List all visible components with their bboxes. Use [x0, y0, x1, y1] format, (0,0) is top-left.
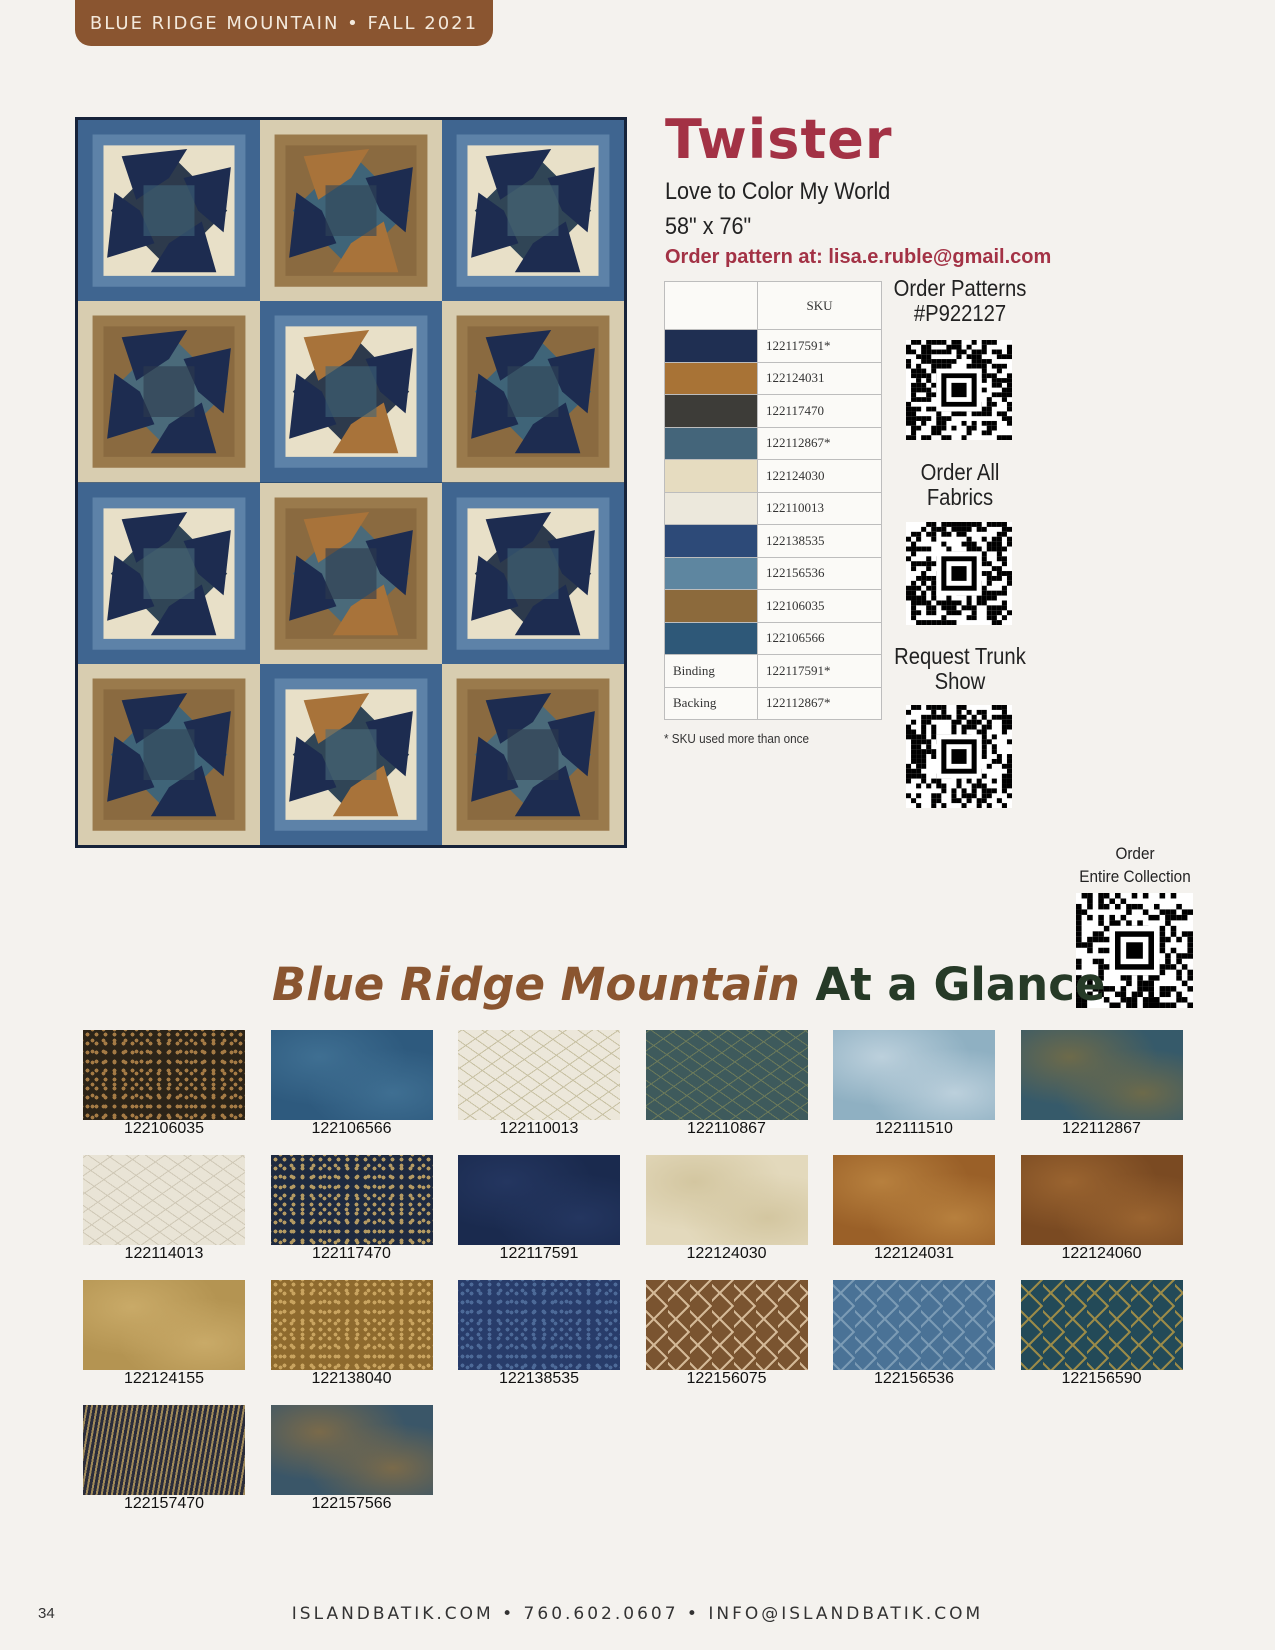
- sku-note: * SKU used more than once: [664, 731, 810, 746]
- fabric-swatch-image: [458, 1030, 620, 1120]
- fabric-swatch-cell: [665, 492, 758, 525]
- fabric-swatch-image: [271, 1405, 433, 1495]
- quilt-block: [442, 664, 624, 845]
- sku-table-header: [665, 282, 882, 330]
- sku-code: 122106035: [758, 590, 882, 623]
- sku-code: 122117591*: [758, 655, 882, 688]
- fabric-swatch-image: [833, 1155, 995, 1245]
- sku-row: [665, 655, 882, 688]
- fabric-swatch-image: [1021, 1280, 1183, 1370]
- sku-code: 122117470: [758, 395, 882, 428]
- sku-row: [665, 395, 882, 428]
- sku-code: 122112867*: [758, 687, 882, 720]
- pattern-order-email[interactable]: Order pattern at: lisa.e.ruble@gmail.com: [665, 246, 1052, 268]
- fabric-sku: 122106566: [311, 1120, 392, 1137]
- fabric-swatch-cell: [665, 525, 758, 558]
- fabric-swatch[interactable]: [458, 1280, 620, 1385]
- fabric-swatch-image: [83, 1280, 245, 1370]
- pattern-size: 58" x 76": [665, 213, 752, 240]
- order-fabrics-text-1: Order All: [920, 459, 1000, 485]
- sku-row: [665, 460, 882, 493]
- fabric-swatch-image: [646, 1280, 808, 1370]
- sku-header: SKU: [758, 282, 882, 330]
- fabric-sku: 122157470: [123, 1495, 205, 1512]
- fabric-sku: 122156536: [873, 1370, 955, 1387]
- fabric-swatch-cell: [665, 460, 758, 493]
- fabric-sku: 122124031: [873, 1245, 955, 1262]
- fabric-swatch[interactable]: [833, 1280, 995, 1385]
- fabric-sku: 122156590: [1061, 1370, 1142, 1387]
- order-patterns-number: #P922127: [913, 300, 1007, 326]
- fabric-sku: 122110867: [687, 1120, 766, 1137]
- sku-row: [665, 687, 882, 720]
- quilt-block: [78, 120, 260, 301]
- quilt-image: [75, 117, 627, 848]
- fabric-swatch-image: [1021, 1030, 1183, 1120]
- fabric-swatch-cell: [665, 395, 758, 428]
- fabric-swatch-image: [83, 1405, 245, 1495]
- sku-code: 122106566: [758, 622, 882, 655]
- trunk-show-qr-code[interactable]: [906, 705, 1012, 808]
- sku-code: 122156536: [758, 557, 882, 590]
- quilt-block: [260, 301, 442, 482]
- fabric-swatch-image: [1021, 1155, 1183, 1245]
- fabric-swatch-cell: [665, 362, 758, 395]
- sku-code: 122112867*: [758, 427, 882, 460]
- fabric-swatch[interactable]: [271, 1280, 433, 1385]
- fabric-swatch[interactable]: [83, 1030, 245, 1135]
- fabric-sku: 122110013: [499, 1120, 579, 1137]
- sku-code: 122124030: [758, 460, 882, 493]
- sku-row: [665, 362, 882, 395]
- fabric-swatch[interactable]: [83, 1405, 245, 1510]
- fabric-swatch-cell: [665, 622, 758, 655]
- fabric-swatch[interactable]: [458, 1155, 620, 1260]
- fabric-swatch-image: [271, 1155, 433, 1245]
- footer-contact: ISLANDBATIK.COM • 760.602.0607 • INFO@ISLANDBATIK.COM: [291, 1604, 984, 1624]
- quilt-block: [260, 120, 442, 301]
- order-fabrics-text-2: Fabrics: [926, 484, 994, 510]
- pattern-subtitle: Love to Color My World: [665, 178, 891, 205]
- quilt-block: [442, 483, 624, 664]
- order-patterns-label: [890, 276, 1031, 326]
- fabric-sku: 122106035: [123, 1120, 205, 1137]
- fabric-swatch[interactable]: [646, 1030, 808, 1135]
- sku-row: [665, 492, 882, 525]
- fabric-swatch[interactable]: [833, 1030, 995, 1135]
- quilt-block: [78, 664, 260, 845]
- sku-code: 122124031: [758, 362, 882, 395]
- fabric-swatch[interactable]: [1021, 1155, 1183, 1260]
- quilt-block: [260, 483, 442, 664]
- fabric-sku: 122111510: [875, 1120, 953, 1137]
- order-patterns-qr-code[interactable]: [906, 340, 1012, 440]
- order-collection-label: [1068, 842, 1203, 888]
- fabric-swatch-image: [833, 1280, 995, 1370]
- fabric-swatch-image: [458, 1280, 620, 1370]
- fabric-swatch-image: [646, 1030, 808, 1120]
- row-label: Binding: [665, 655, 758, 688]
- fabric-sku: 122117591: [499, 1245, 579, 1262]
- order-collection-text-1: Order: [1115, 844, 1155, 863]
- trunk-show-text-2: Show: [934, 668, 986, 694]
- order-patterns-text: Order Patterns: [893, 275, 1027, 301]
- fabric-sku: 122124030: [686, 1245, 767, 1262]
- fabric-swatch[interactable]: [646, 1155, 808, 1260]
- fabric-swatch-grid: [83, 1030, 1183, 1510]
- fabric-sku: 122156075: [686, 1370, 767, 1387]
- fabric-sku: 122114013: [124, 1245, 204, 1262]
- quilt-block: [442, 301, 624, 482]
- fabric-swatch-image: [271, 1030, 433, 1120]
- sku-row: [665, 525, 882, 558]
- fabric-swatch-image: [458, 1155, 620, 1245]
- fabric-swatch[interactable]: [458, 1030, 620, 1135]
- fabric-swatch[interactable]: [1021, 1280, 1183, 1385]
- quilt-block: [78, 483, 260, 664]
- quilt-block: [260, 664, 442, 845]
- glance-heading: [272, 958, 1105, 1011]
- trunk-show-label: [890, 644, 1031, 694]
- sku-row: [665, 557, 882, 590]
- quilt-block: [78, 301, 260, 482]
- fabric-swatch-image: [833, 1030, 995, 1120]
- fabric-swatch[interactable]: [83, 1280, 245, 1385]
- fabric-sku: 122138040: [311, 1370, 392, 1387]
- order-fabrics-label: [890, 460, 1031, 510]
- sku-row: [665, 330, 882, 363]
- fabric-swatch-cell: [665, 557, 758, 590]
- fabric-swatch-cell: [665, 427, 758, 460]
- trunk-show-text-1: Request Trunk: [894, 643, 1026, 669]
- fabric-swatch[interactable]: [271, 1155, 433, 1260]
- fabric-swatch-image: [83, 1155, 245, 1245]
- sku-code: 122110013: [758, 492, 882, 525]
- fabric-sku: 122117470: [312, 1245, 391, 1262]
- fabric-swatch-image: [646, 1155, 808, 1245]
- sku-code: 122117591*: [758, 330, 882, 363]
- fabric-swatch[interactable]: [271, 1405, 433, 1510]
- fabric-swatch[interactable]: [646, 1280, 808, 1385]
- order-collection-text-2: Entire Collection: [1079, 867, 1191, 886]
- glance-heading-collection: Blue Ridge Mountain: [272, 958, 800, 1011]
- fabric-swatch-image: [83, 1030, 245, 1120]
- header-tab: BLUE RIDGE MOUNTAIN • FALL 2021: [75, 0, 493, 46]
- sku-row: [665, 590, 882, 623]
- order-fabrics-qr-code[interactable]: [906, 522, 1012, 625]
- fabric-swatch[interactable]: [833, 1155, 995, 1260]
- fabric-swatch[interactable]: [271, 1030, 433, 1135]
- fabric-swatch[interactable]: [1021, 1030, 1183, 1135]
- glance-heading-suffix: At a Glance: [815, 958, 1106, 1011]
- swatch-header-cell: [665, 282, 758, 330]
- sku-code: 122138535: [758, 525, 882, 558]
- fabric-sku: 122124060: [1061, 1245, 1142, 1262]
- quilt-block: [442, 120, 624, 301]
- pattern-title: Twister: [665, 108, 893, 171]
- sku-row: [665, 622, 882, 655]
- sku-table: [664, 281, 882, 720]
- fabric-sku: 122112867: [1062, 1120, 1141, 1137]
- row-label: Backing: [665, 687, 758, 720]
- fabric-swatch[interactable]: [83, 1155, 245, 1260]
- fabric-swatch-image: [271, 1280, 433, 1370]
- sku-row: [665, 427, 882, 460]
- fabric-sku: 122138535: [498, 1370, 580, 1387]
- fabric-swatch-cell: [665, 330, 758, 363]
- fabric-sku: 122124155: [123, 1370, 205, 1387]
- fabric-swatch-cell: [665, 590, 758, 623]
- fabric-sku: 122157566: [311, 1495, 392, 1512]
- page-number: 34: [38, 1605, 55, 1622]
